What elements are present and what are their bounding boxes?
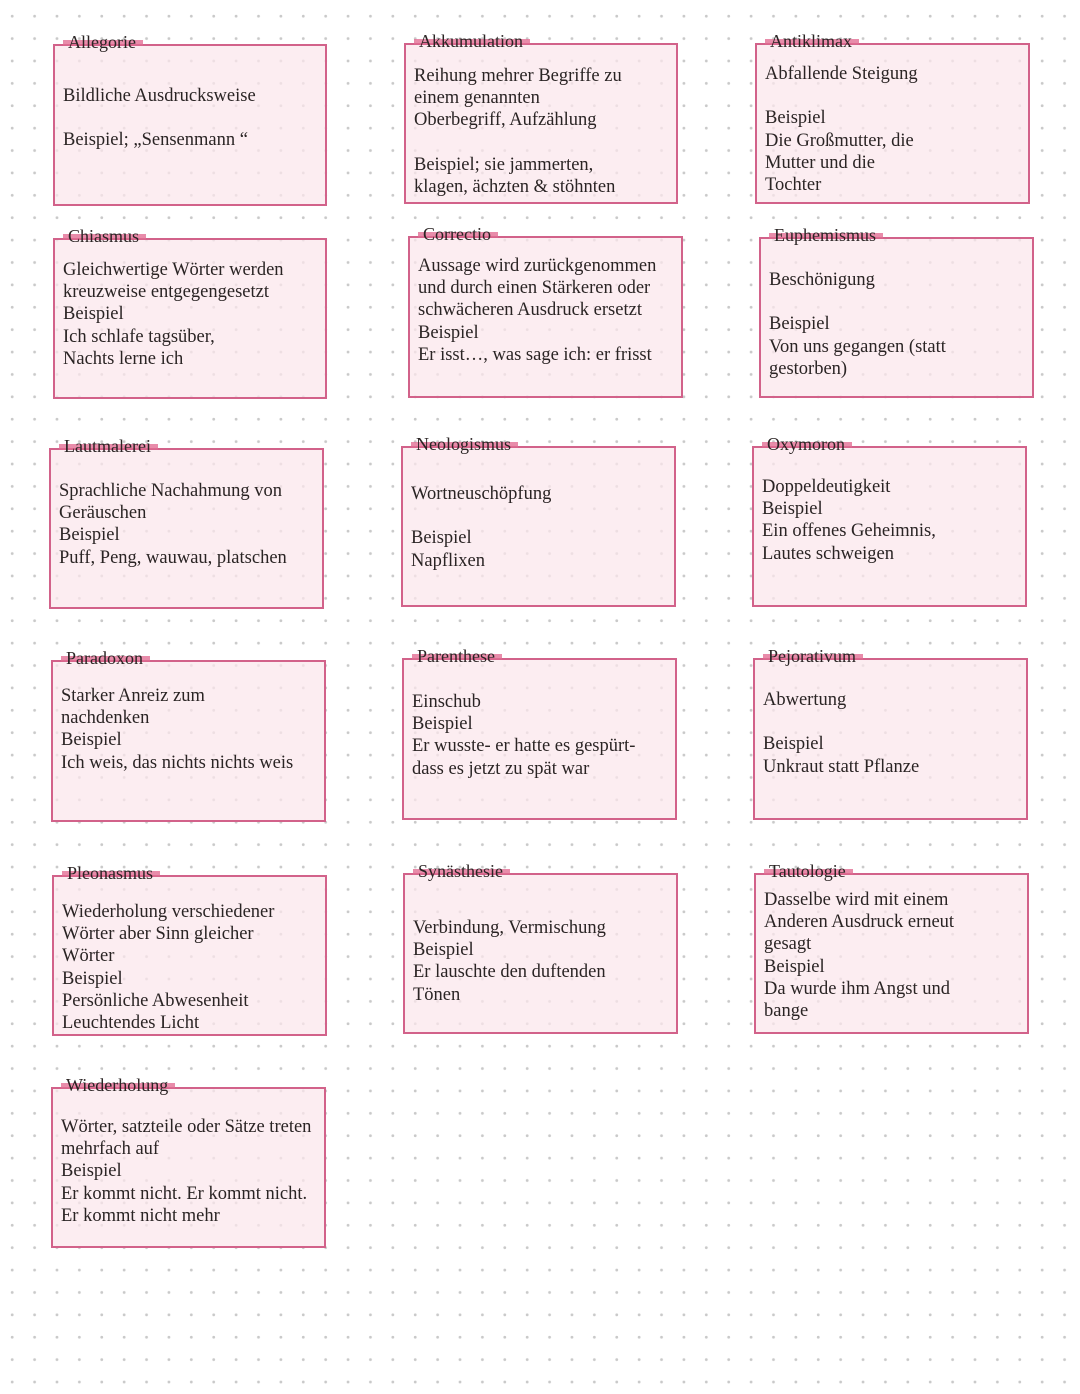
card-title: Paradoxon <box>61 646 150 670</box>
card-paradoxon <box>51 648 326 822</box>
card-text: Reihung mehrer Begriffe zu einem genannten Oberbegriff, Aufzählung Beispiel; sie jammerten, klagen, ächzten & stöhnten <box>414 66 622 198</box>
card-pejorativum <box>753 646 1028 820</box>
card-text: Abfallende Steigung Beispiel Die Großmutter, die Mutter und die Tochter <box>765 64 918 196</box>
card-akkumulation <box>404 31 678 204</box>
card-text: Wiederholung verschiedener Wörter aber Sinn gleicher Wörter Beispiel Persönliche Abwesenheit Leuchtendes Licht <box>62 902 275 1034</box>
card-lautmalerei <box>49 436 324 609</box>
card-oxymoron <box>752 434 1027 607</box>
card-text: Abwertung Beispiel Unkraut statt Pflanze <box>763 690 920 777</box>
card-title: Allegorie <box>63 30 143 54</box>
card-text: Doppeldeutigkeit Beispiel Ein offenes Geheimnis, Lautes schweigen <box>762 477 936 564</box>
card-title: Parenthese <box>412 644 502 668</box>
card-text: Dasselbe wird mit einem Anderen Ausdruck erneut gesagt Beispiel Da wurde ihm Angst und bange <box>764 890 955 1022</box>
card-text: Aussage wird zurückgenommen und durch einen Stärkeren oder schwächeren Ausdruck ersetzt Beispiel Er isst…, was sage ich: er frisst <box>418 256 657 365</box>
card-neologismus <box>401 434 676 607</box>
card-title: Tautologie <box>764 859 853 883</box>
card-tautologie <box>754 861 1029 1034</box>
card-title: Wiederholung <box>61 1073 175 1097</box>
card-title: Chiasmus <box>63 224 146 248</box>
card-text: Bildliche Ausdrucksweise Beispiel; „Sensenmann “ <box>63 86 256 151</box>
card-title: Euphemismus <box>769 223 883 247</box>
card-wiederholung <box>51 1075 326 1248</box>
card-title: Antiklimax <box>765 29 859 53</box>
card-text: Beschönigung Beispiel Von uns gegangen (statt gestorben) <box>769 270 946 379</box>
card-title: Correctio <box>418 222 498 246</box>
card-text: Sprachliche Nachahmung von Geräuschen Beispiel Puff, Peng, wauwau, platschen <box>59 481 287 568</box>
card-title: Akkumulation <box>414 29 530 53</box>
card-text: Wortneuschöpfung Beispiel Napflixen <box>411 484 552 571</box>
card-title: Synästhesie <box>413 859 510 883</box>
card-allegorie <box>53 32 327 206</box>
card-parenthese <box>402 646 677 820</box>
card-title: Lautmalerei <box>59 434 158 458</box>
card-title: Pleonasmus <box>62 861 160 885</box>
card-euphemismus <box>759 225 1034 398</box>
card-antiklimax <box>755 31 1030 204</box>
card-text: Wörter, satzteile oder Sätze treten mehrfach auf Beispiel Er kommt nicht. Er kommt nicht. Er kommt nicht mehr <box>61 1117 312 1226</box>
card-correctio <box>408 224 683 398</box>
card-title: Pejorativum <box>763 644 863 668</box>
card-title: Neologismus <box>411 432 518 456</box>
card-text: Gleichwertige Wörter werden kreuzweise entgegengesetzt Beispiel Ich schlafe tagsüber, Nachts lerne ich <box>63 260 284 369</box>
card-title: Oxymoron <box>762 432 852 456</box>
card-text: Einschub Beispiel Er wusste- er hatte es gespürt- dass es jetzt zu spät war <box>412 692 636 779</box>
card-synaesthesie <box>403 861 678 1034</box>
card-text: Verbindung, Vermischung Beispiel Er lauschte den duftenden Tönen <box>413 918 606 1005</box>
card-chiasmus <box>53 226 327 399</box>
card-pleonasmus <box>52 863 327 1036</box>
card-text: Starker Anreiz zum nachdenken Beispiel Ich weis, das nichts nichts weis <box>61 686 294 773</box>
